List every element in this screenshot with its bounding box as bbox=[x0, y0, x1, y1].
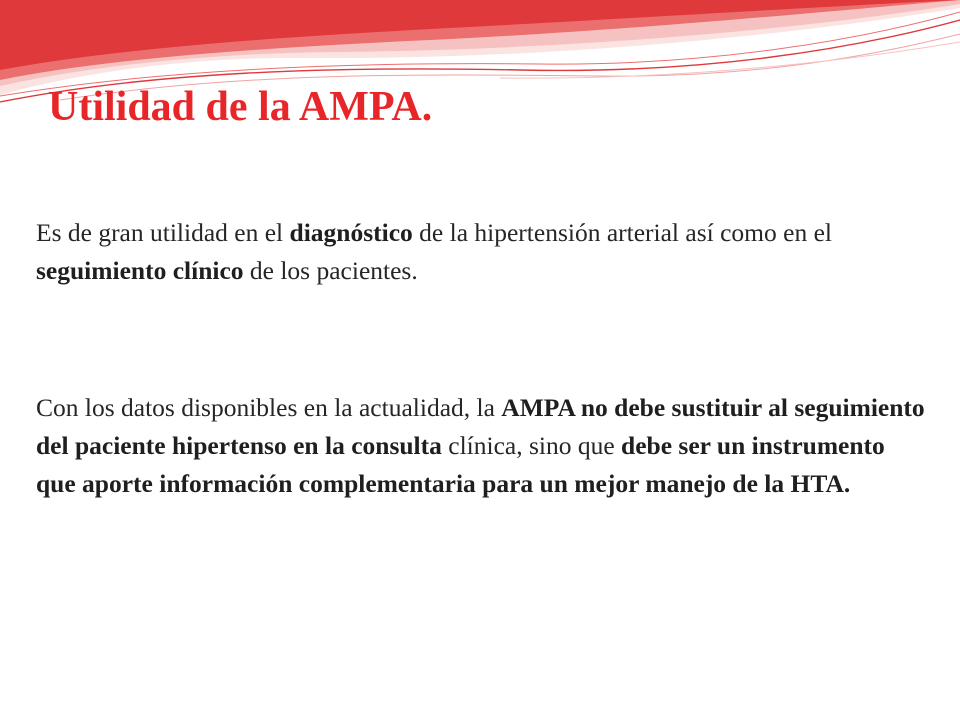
body-text-segment: Con los datos disponibles en la actualidad, la bbox=[36, 393, 502, 422]
body-text-segment: clínica, sino que bbox=[441, 431, 622, 460]
paragraph-recommendation bbox=[36, 389, 926, 503]
slide-title: Utilidad de la AMPA. bbox=[48, 84, 433, 130]
body-text-segment: de los pacientes. bbox=[243, 256, 418, 285]
emphasis-text: AMPA no debe sustituir al seguimiento del paciente hipertenso en la consulta bbox=[36, 393, 925, 460]
body-text-segment: Es de gran utilidad en el bbox=[36, 218, 290, 247]
emphasis-text: diagnóstico bbox=[289, 218, 413, 247]
emphasis-text: debe ser un instrumento que aporte información complementaria para un mejor manejo de la HTA. bbox=[36, 431, 885, 498]
body-text-segment: de la hipertensión arterial así como en el bbox=[412, 218, 832, 247]
emphasis-text: seguimiento clínico bbox=[36, 256, 244, 285]
paragraph-diagnosis bbox=[36, 214, 926, 290]
